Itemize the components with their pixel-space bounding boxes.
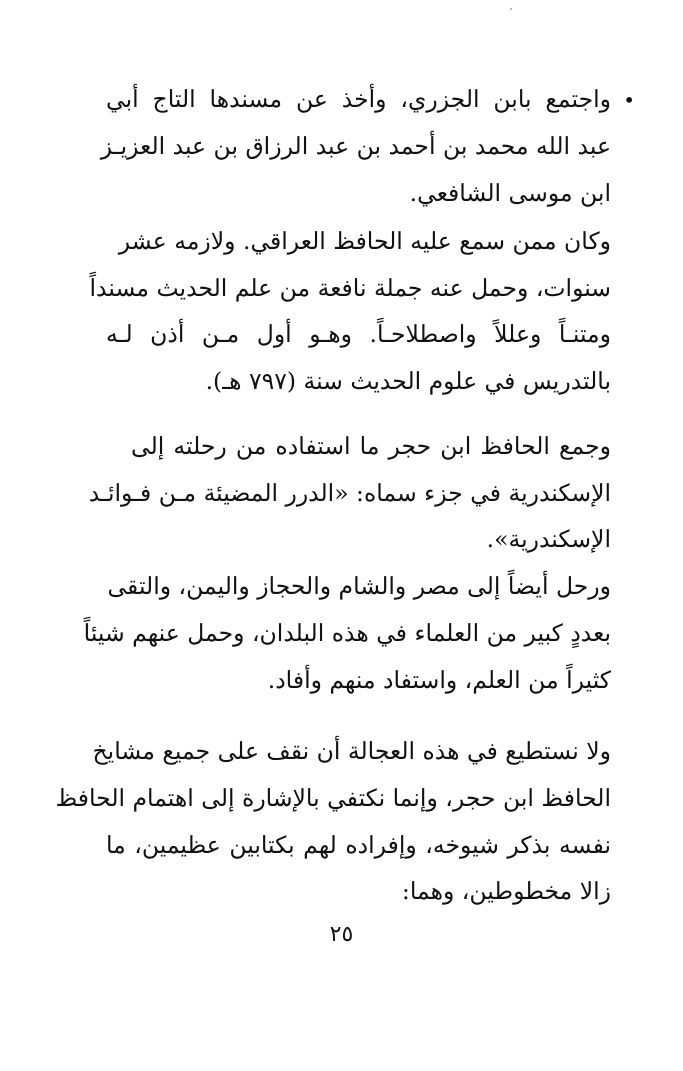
- text-line: وكان ممن سمع عليه الحافظ العراقي. ولازمه عشر: [118, 227, 611, 255]
- text-line: كثيراً من العلم، واستفاد منهم وأفاد.: [267, 666, 611, 694]
- scan-speck: [510, 8, 512, 10]
- text-line: الحافظ ابن حجر، وإنما نكتفي بالإشارة إلى اهتمام الحافظ: [55, 784, 611, 812]
- page-number: ٢٥: [329, 922, 354, 947]
- text-line: بعددٍ كبير من العلماء في هذه البلدان، وحمل عنهم شيئاً: [83, 619, 611, 647]
- text-line: نفسه بذكر شيوخه، وإفراده لهم بكتابين عظيمين، ما: [106, 831, 611, 859]
- text-line: الإسكندرية في جزء سماه: «الدرر المضيئة مـن فـوائـد: [88, 479, 611, 507]
- text-line: وجمع الحافظ ابن حجر ما استفاده من رحلته إلى: [131, 432, 611, 460]
- paragraph-bullet: •: [623, 88, 635, 112]
- text-line: واجتمع بابن الجزري، وأخذ عن مسندها التاج أبي: [106, 85, 611, 113]
- text-line: بالتدريس في علوم الحديث سنة (٧٩٧ هـ).: [205, 367, 611, 395]
- text-line: عبد الله محمد بن أحمد بن عبد الرزاق بن عبد العزيـز: [100, 132, 611, 160]
- text-line: سنوات، وحمل عنه جملة نافعة من علم الحديث مسنداً: [89, 274, 611, 302]
- text-line: ابن موسى الشافعي.: [409, 179, 611, 207]
- text-line: الإسكندرية».: [486, 525, 611, 553]
- text-line: ولا نستطيع في هذه العجالة أن نقف على جميع مشايخ: [92, 737, 611, 765]
- text-line: ورحل أيضاً إلى مصر والشام والحجاز واليمن، والتقى: [107, 572, 611, 600]
- text-line: زالا مخطوطين، وهما:: [401, 877, 611, 905]
- text-line: ومتنـاً وعللاً واصطلاحـاً. وهـو أول مـن أذن لـه: [106, 320, 611, 348]
